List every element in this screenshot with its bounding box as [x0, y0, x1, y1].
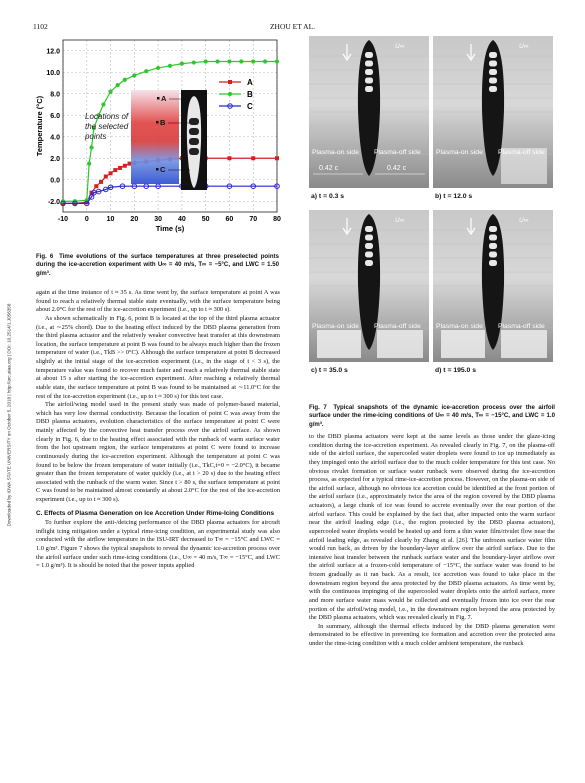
- paragraph: To further explore the anti-/deicing performance of the DBD plasma actuators for aircraft inflight icing mitigation under a typical rime-icing condition, an experimental study was also conducted with the airflow temperature in the ISU-IRT decreased to T∞ = −15°C and LWC = 1.0 g/m³. Figure 7 shows the typical snapshots to reveal the dynamic ice-accretion process over the airfoil surface under such rime-icing conditions (i.e., U∞ = 40 m/s, T∞ = −15°C, and LWC = 1.0 g/m³). It is should be noted that the power inputs applied: [36, 519, 280, 570]
- plasma-on-label: Plasma-on side: [312, 323, 359, 330]
- plasma-actuator: [489, 243, 497, 249]
- inset-point-marker: [156, 168, 159, 171]
- fig7-image-grid: [309, 36, 555, 396]
- data-point-A: [118, 166, 122, 170]
- data-point-B: [239, 59, 243, 63]
- running-head: ZHOU ET AL.: [269, 22, 316, 31]
- paragraph: The airfoil/wing model used in the present study was made of polymer-based material, which has very low thermal conductivity. Because the location of point C was away from the DBD plasma actuators, evolution characteristics of the surface temperature at point C were mainly affected by the convective heat transfer process over the airfoil surface. As shown clearly in Fig. 6, due to the heating effect associated with the runback of warm surface water from the hot upstream region, the surface temperatures at point C were found to increase continuously during the ice-accretion experiment. Although the temperature at point C was found to be below the frozen temperature of water initially (i.e., TkC,t=0 = −2.0°C), it became greater than the frozen temperature of water quickly (i.e., at t > 20 s) due to the heating effect associated with the runback of the warm water. Since t > 80 s, the surface temperature at point C was found to be maintained almost constantly at about 2.0°C for the rest of the ice-accretion experiment (i.e., up to t ≈ 300 s).: [36, 401, 280, 503]
- plasma-off-label: Plasma-off side: [374, 149, 421, 156]
- plasma-actuator: [489, 235, 497, 241]
- ice-accretion: [441, 330, 485, 358]
- inset-point-label: A: [161, 94, 167, 103]
- data-point-B: [87, 162, 91, 166]
- data-point-A: [113, 168, 117, 172]
- data-point-B: [215, 59, 219, 63]
- fig7-panel: [433, 36, 553, 200]
- legend-marker-B: [228, 92, 232, 96]
- plasma-actuator: [489, 69, 497, 75]
- x-tick-label: 60: [225, 216, 234, 223]
- x-tick-label: 80: [273, 216, 281, 223]
- x-tick-label: 70: [249, 216, 258, 223]
- legend-marker-A: [228, 80, 232, 84]
- plasma-actuator: [489, 52, 497, 58]
- x-tick-label: 30: [154, 216, 163, 223]
- flow-label: U∞: [395, 217, 405, 224]
- y-tick-label: -2.0: [47, 198, 60, 206]
- plasma-actuator: [365, 61, 373, 67]
- paragraph: again at the time instance of t ≈ 35 s. As time went by, the surface temperature at point A was found to reach a relatively thermal stable state eventually, with the surface temperature being about 2.0°C for the rest of the ice-accretion experiment (i.e., up to t ≈ 300 s).: [36, 289, 280, 314]
- download-note: Downloaded by IOWA STATE UNIVERSITY on October 5, 2018 | http://arc.aiaa.org | DOI: 10.2514/1.J056358: [6, 303, 12, 527]
- plasma-actuator: [489, 86, 497, 92]
- plasma-actuator: [365, 78, 373, 84]
- data-point-B: [204, 59, 208, 63]
- data-point-B: [227, 59, 231, 63]
- y-tick-label: 0.0: [50, 177, 60, 185]
- plasma-off-label: Plasma-off side: [374, 323, 421, 330]
- plasma-actuator: [365, 69, 373, 75]
- data-point-B: [156, 66, 160, 70]
- inset-point-marker: [157, 97, 160, 100]
- plasma-actuator: [489, 252, 497, 258]
- y-tick-label: 8.0: [50, 91, 60, 99]
- x-tick-label: 0: [84, 216, 89, 223]
- plasma-actuator: [365, 86, 373, 92]
- x-tick-label: 10: [106, 216, 115, 223]
- data-point-B: [116, 83, 120, 87]
- y-tick-label: 10.0: [46, 69, 60, 77]
- data-point-B: [101, 102, 105, 106]
- plasma-actuator: [489, 61, 497, 67]
- x-tick-label: 40: [177, 216, 186, 223]
- data-point-B: [275, 59, 279, 63]
- data-point-B: [132, 73, 136, 77]
- panel-label: c) t = 35.0 s: [311, 367, 348, 374]
- plasma-actuator: [365, 226, 373, 232]
- data-point-A: [104, 175, 108, 179]
- x-tick-label: -10: [57, 216, 69, 223]
- plasma-actuator: [365, 235, 373, 241]
- flow-label: U∞: [519, 217, 529, 224]
- x-tick-label: 20: [130, 216, 139, 223]
- data-point-A: [128, 162, 132, 166]
- inset-point-marker: [156, 121, 159, 124]
- data-point-B: [251, 59, 255, 63]
- legend-label-B: B: [247, 90, 253, 99]
- data-point-B: [108, 90, 112, 94]
- data-point-B: [192, 60, 196, 64]
- inset-point-label: B: [160, 118, 166, 127]
- panel-label: a) t = 0.3 s: [311, 193, 345, 200]
- data-point-A: [227, 156, 231, 160]
- fig7-panel: [309, 210, 429, 374]
- flow-label: U∞: [395, 43, 405, 50]
- plasma-actuator: [365, 52, 373, 58]
- panel-label: d) t = 195.0 s: [435, 367, 476, 374]
- data-point-B: [168, 64, 172, 68]
- x-tick-label: 50: [201, 216, 210, 223]
- y-tick-label: 6.0: [50, 112, 60, 120]
- fig6-chart: [33, 34, 283, 246]
- plasma-off-label: Plasma-off side: [498, 323, 545, 330]
- ice-accretion: [377, 330, 423, 358]
- fig7-panel: [433, 210, 553, 374]
- fig7-caption: Fig. 7 Typical snapshots of the dynamic ice-accretion process over the airfoil surface under the rime-icing conditions of U∞ = 40 m/s, T∞ = −15°C, and LWC = 1.0 g/m³.: [309, 404, 556, 428]
- legend-label-A: A: [247, 78, 253, 87]
- data-point-A: [275, 156, 279, 160]
- data-point-B: [123, 78, 127, 82]
- data-point-A: [99, 180, 103, 184]
- ice-accretion: [501, 330, 547, 358]
- y-tick-label: 12.0: [46, 48, 60, 56]
- scale-label: 0.42 c: [319, 165, 339, 172]
- ice-accretion: [317, 330, 361, 358]
- inset-point-label: C: [160, 165, 166, 174]
- x-axis-label: Time (s): [155, 224, 185, 233]
- right-column: [309, 433, 555, 649]
- legend-label-C: C: [247, 102, 253, 111]
- paragraph: As shown schematically in Fig. 6, point B is located at the top of the third plasma actuator (i.e., at ∼25% chord). Due to the heating effect induced by the DBD plasma generation from the third plasma actuator and the relatively weaker convective heat transfer at this downstream location, the surface temperature at point B was found to be always much higher than the frozen temperature of water (i.e., TkB >> 0°C). Although the surface temperature at point B decreased slightly at the initial stage of the ice-accretion experiment (i.e., in the stage of t < 3 s), the temperature value was found to recover much faster and reach a relatively thermal stable state at about 15 s after starting the ice-accretion experiment. After reaching a relatively thermal stable state, the surface temperature at point B was found to be maintained at ∼11.0°C for the rest of the ice-accretion experiment (i.e., up to t ≈ 300 s) for this test case.: [36, 314, 280, 400]
- data-point-A: [251, 156, 255, 160]
- section-heading: C. Effects of Plasma Generation on Ice Accretion Under Rime-Icing Conditions: [36, 509, 275, 517]
- inset-label-line: the selected: [85, 122, 129, 131]
- inset-label-line: points: [85, 132, 107, 141]
- plasma-actuator: [489, 78, 497, 84]
- scale-label: 0.42 c: [387, 165, 407, 172]
- paragraph: In summary, although the thermal effects induced by the DBD plasma generation were demonstrated to be effective in preventing ice formation and accretion over the protected area under the rime-icing condition with a much colder ambient temperature, the runback: [309, 622, 555, 647]
- fig7-panel: [309, 36, 429, 200]
- plasma-off-label: Plasma-off side: [498, 149, 545, 156]
- page-number: 1102: [33, 22, 48, 31]
- data-point-A: [94, 184, 98, 188]
- paragraph: to the DBD plasma actuators were kept at the same levels as those under the glaze-icing condition during the ice-accretion experiment. As revealed clearly in Fig. 7, on the plasma-off side of the airfoil surface, the supercooled water droplets were found to ice up immediately as they impinged onto the airfoil surface due to the much colder temperature for this test case. No obvious rivulet formation or surface water runback were observed during the ice-accretion process, as expected for a typical rime-ice-accretion process. However, on the plasma-on side of the airfoil surface, although no obvious ice accretion could be identified at the front portion of the airfoil surface (i.e., approximately twice the area of the region covered by the DBD plasma actuators), a large chunk of ice was found to accrete eventually over the rear portion of the airfoil surface. This could be explained by the fact that, after impacted onto the warm surface near the airfoil leading edge (i.e., the region protected by the DBD plasma actuators), supercooled water droplets would be heated up and form a thin water film/rivulet flow near the airfoil leading edge, as revealed clearly by Zhang et al. [26]. The unfrozen surface water film would run back, as driven by the boundary-layer airflow over the airfoil surface. Due to the intensive heat transfer between the runback surface water and the boundary-layer airflow over the airfoil surface at a frozen-cold temperature of −15°C, the surface water was found to be frozen gradually as it ran back. As a result, ice accretion was found to take place in the downstream region beyond the area protected by the DBD plasma actuators. As time went by, with the continuous impinging of the supercooled water droplets onto the airfoil surface, more and more surface water mass would be collected and eventually frozen into ice over the rear portion of the airfoil/wing model, i.e., in the downstream region beyond the area protected by the DBD plasma actuators, which was revealed clearly in Fig. 7.: [309, 433, 555, 622]
- plasma-on-label: Plasma-on side: [312, 149, 359, 156]
- y-tick-label: 4.0: [50, 134, 60, 142]
- data-point-B: [263, 59, 267, 63]
- data-point-B: [180, 62, 184, 66]
- data-point-B: [89, 145, 93, 149]
- left-column: [36, 289, 280, 571]
- plasma-actuator: [489, 226, 497, 232]
- plasma-actuator: [489, 260, 497, 266]
- fig6-caption: Fig. 6 Time evolutions of the surface temperatures at three preselected points during the ice-accretion experiment with U∞ = 40 m/s, T∞ = −5°C, and LWC = 1.50 g/m³.: [36, 253, 279, 277]
- plasma-on-label: Plasma-on side: [436, 149, 483, 156]
- plasma-actuator: [365, 243, 373, 249]
- plasma-actuator: [365, 252, 373, 258]
- y-axis-label: Temperature (°C): [35, 95, 44, 157]
- y-tick-label: 2.0: [50, 155, 60, 163]
- inset-label-line: Locations of: [85, 112, 129, 121]
- data-point-A: [123, 164, 127, 168]
- flow-label: U∞: [519, 43, 529, 50]
- data-point-A: [109, 171, 113, 175]
- panel-label: b) t = 12.0 s: [435, 193, 473, 200]
- plasma-on-label: Plasma-on side: [436, 323, 483, 330]
- plasma-actuator: [365, 260, 373, 266]
- data-point-B: [144, 69, 148, 73]
